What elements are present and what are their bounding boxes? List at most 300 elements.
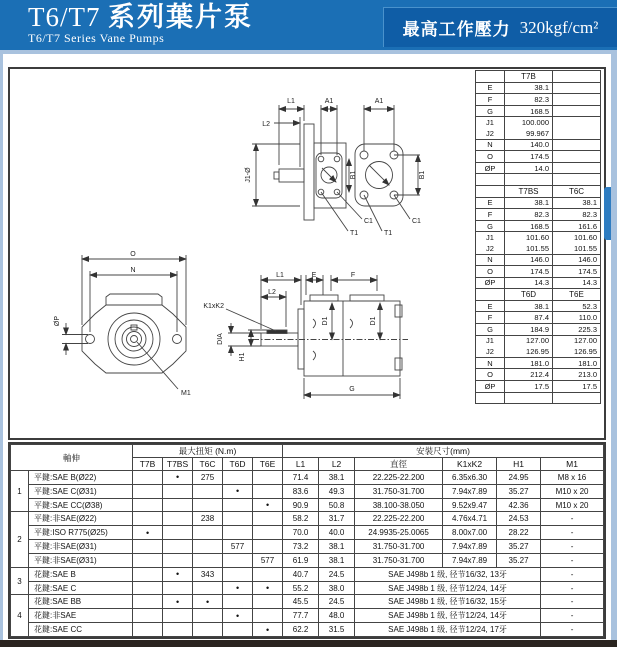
torque-cell	[193, 540, 223, 554]
m1-cell: -	[541, 609, 604, 623]
torque-col-header: T7B	[133, 458, 163, 471]
dim-value: 52.3	[553, 300, 601, 312]
key-size-cell: 9.52x9.47	[443, 498, 497, 512]
corner-cell	[476, 185, 505, 197]
m1-cell: M10 x 20	[541, 484, 604, 498]
dim-letter: ØP	[476, 277, 505, 289]
m1-cell: M8 x 16	[541, 471, 604, 485]
key-size-cell: 6.35x6.30	[443, 471, 497, 485]
torque-cell	[223, 498, 253, 512]
dim-letter: N	[476, 357, 505, 369]
mount-col-header: 直徑	[355, 458, 443, 471]
dim-label-T1: T1	[384, 230, 393, 237]
dim-value	[553, 82, 601, 94]
dim-label-C1: C1	[364, 218, 373, 225]
table-row	[11, 623, 604, 637]
dim-value: 184.9	[505, 324, 553, 336]
dim-value: 213.0	[553, 369, 601, 381]
dim-value: 126.95	[553, 346, 601, 357]
dim-letter: E	[476, 82, 505, 94]
group-number: 4	[11, 595, 29, 637]
page-subtitle: T6/T7 Series Vane Pumps	[28, 31, 165, 45]
dim-letter: O	[476, 151, 505, 163]
dim-value: 82.3	[505, 94, 553, 106]
torque-cell	[223, 623, 253, 637]
spline-spec-cell: SAE J498b 1 级, 径节12/24, 17牙	[355, 623, 541, 637]
table-row	[11, 512, 604, 526]
dim-letter: J2	[476, 128, 505, 139]
dim-label-B1: B1	[350, 170, 357, 180]
dim-letter: O	[476, 266, 505, 278]
pressure-value: 320kgf/cm²	[519, 17, 599, 37]
l2-cell: 31.5	[319, 623, 355, 637]
dim-letter: J1	[476, 335, 505, 346]
torque-cell	[163, 609, 193, 623]
torque-cell	[133, 484, 163, 498]
shaft-header: 軸伸	[11, 445, 133, 471]
h1-cell: 24.53	[497, 512, 541, 526]
torque-cell	[223, 567, 253, 581]
h1-cell: 42.36	[497, 498, 541, 512]
dim-label-O: O	[130, 251, 136, 258]
mount-group-header: 安裝尺寸(mm)	[283, 445, 604, 458]
torque-cell	[223, 526, 253, 540]
torque-cell	[253, 471, 283, 485]
dim-value: 174.5	[505, 266, 553, 278]
torque-cell: •	[223, 609, 253, 623]
dim-value: 127.00	[505, 335, 553, 346]
torque-cell	[193, 553, 223, 567]
empty-cell	[476, 174, 505, 186]
torque-col-header: T7BS	[163, 458, 193, 471]
dim-value: 82.3	[505, 209, 553, 221]
torque-cell	[193, 526, 223, 540]
dim-label-M1: M1	[181, 390, 191, 397]
dim-value	[553, 94, 601, 106]
dim-label-DIA: DIA	[217, 333, 224, 345]
l2-cell: 38.1	[319, 553, 355, 567]
torque-cell	[133, 498, 163, 512]
dim-label-N: N	[130, 267, 136, 274]
shaft-type-label: 平鍵:非SAE(Ø31)	[29, 553, 133, 567]
m1-cell: -	[541, 540, 604, 554]
dim-letter: N	[476, 139, 505, 151]
empty-cell	[505, 174, 553, 186]
dim-letter: N	[476, 254, 505, 266]
m1-cell: -	[541, 526, 604, 540]
table-row	[11, 553, 604, 567]
l2-cell: 49.3	[319, 484, 355, 498]
dim-value: 17.5	[553, 381, 601, 393]
drawings-frame	[8, 67, 606, 440]
l1-cell: 70.0	[283, 526, 319, 540]
torque-cell	[193, 623, 223, 637]
dim-letter: E	[476, 300, 505, 312]
dim-value: 212.4	[505, 369, 553, 381]
torque-cell	[223, 471, 253, 485]
dim-letter: J2	[476, 243, 505, 254]
torque-cell	[163, 526, 193, 540]
mount-col-header: M1	[541, 458, 604, 471]
spline-spec-cell: SAE J498b 1 级, 径节12/24, 14牙	[355, 609, 541, 623]
dim-label-OP: ØP	[54, 315, 61, 327]
l1-cell: 90.9	[283, 498, 319, 512]
table-row	[11, 609, 604, 623]
l2-cell: 31.7	[319, 512, 355, 526]
h1-cell: 24.95	[497, 471, 541, 485]
l1-cell: 83.6	[283, 484, 319, 498]
dim-value	[553, 128, 601, 139]
mount-col-header: L2	[319, 458, 355, 471]
torque-cell	[193, 484, 223, 498]
dim-value	[553, 105, 601, 117]
mount-col-header: L1	[283, 458, 319, 471]
dim-value: 87.4	[505, 312, 553, 324]
l1-cell: 40.7	[283, 567, 319, 581]
torque-cell	[253, 540, 283, 554]
dim-label-L1: L1	[287, 98, 295, 105]
torque-cell: 577	[253, 553, 283, 567]
dim-letter: O	[476, 369, 505, 381]
dim-label-A1: A1	[324, 98, 334, 105]
dim-letter: G	[476, 105, 505, 117]
dim-label-E: E	[311, 272, 317, 279]
shaft-type-label: 花鍵:SAE CC	[29, 623, 133, 637]
page-bottom-strip	[0, 640, 617, 647]
h1-cell: 35.27	[497, 484, 541, 498]
dim-value: 126.95	[505, 346, 553, 357]
torque-cell	[163, 498, 193, 512]
torque-cell	[193, 581, 223, 595]
torque-cell: 238	[193, 512, 223, 526]
dim-value: 99.967	[505, 128, 553, 139]
dim-value: 14.0	[505, 162, 553, 174]
torque-cell	[193, 498, 223, 512]
torque-cell	[133, 595, 163, 609]
model-header: T7B	[505, 71, 553, 83]
dim-value: 174.5	[553, 266, 601, 278]
diameter-cell: 24.9935-25.0065	[355, 526, 443, 540]
torque-cell: •	[223, 581, 253, 595]
diameter-cell: 22.225-22.200	[355, 471, 443, 485]
model-header: T6E	[553, 289, 601, 301]
dim-value: 174.5	[505, 151, 553, 163]
title-prefix: T6/T7	[28, 2, 101, 32]
dim-value: 168.5	[505, 105, 553, 117]
shaft-type-label: 花鍵:非SAE	[29, 609, 133, 623]
dim-value: 168.5	[505, 220, 553, 232]
empty-cell	[476, 392, 505, 404]
l1-cell: 61.9	[283, 553, 319, 567]
dim-label-T1: T1	[350, 230, 359, 237]
dim-letter: G	[476, 324, 505, 336]
torque-cell	[133, 623, 163, 637]
table-row	[11, 595, 604, 609]
dim-label-B1: B1	[419, 170, 426, 180]
l2-cell: 24.5	[319, 595, 355, 609]
l2-cell: 38.1	[319, 471, 355, 485]
top-view-drawing	[252, 105, 420, 231]
l1-cell: 77.7	[283, 609, 319, 623]
spline-spec-cell: SAE J498b 1 级, 径节12/24, 14牙	[355, 581, 541, 595]
title-zh: 系列葉片泵	[108, 2, 254, 32]
torque-cell	[163, 553, 193, 567]
m1-cell: -	[541, 567, 604, 581]
l1-cell: 62.2	[283, 623, 319, 637]
spec-table-head	[11, 445, 604, 471]
dim-value	[553, 117, 601, 128]
dim-value: 101.55	[505, 243, 553, 254]
diameter-cell: 31.750-31.700	[355, 484, 443, 498]
torque-col-header: T6E	[253, 458, 283, 471]
h1-cell: 35.27	[497, 553, 541, 567]
dim-label-L2: L2	[262, 121, 270, 128]
dim-value: 82.3	[553, 209, 601, 221]
page-body	[3, 54, 611, 640]
torque-cell: •	[253, 581, 283, 595]
table-row	[11, 567, 604, 581]
torque-cell	[133, 567, 163, 581]
model-header	[553, 71, 601, 83]
h1-cell: 28.22	[497, 526, 541, 540]
dim-letter: G	[476, 220, 505, 232]
table-row	[11, 526, 604, 540]
torque-cell	[253, 567, 283, 581]
torque-cell	[253, 609, 283, 623]
m1-cell: -	[541, 553, 604, 567]
torque-cell	[253, 484, 283, 498]
torque-cell: •	[133, 526, 163, 540]
key-size-cell: 8.00x7.00	[443, 526, 497, 540]
shaft-spec-table	[10, 444, 604, 637]
dim-letter: F	[476, 94, 505, 106]
shaft-type-label: 花鍵:SAE BB	[29, 595, 133, 609]
m1-cell: -	[541, 623, 604, 637]
dim-value: 38.1	[505, 300, 553, 312]
dim-label-H1: H1	[239, 352, 246, 362]
page-title	[28, 2, 253, 32]
torque-cell: •	[163, 471, 193, 485]
l2-cell: 38.1	[319, 540, 355, 554]
dim-value: 225.3	[553, 324, 601, 336]
torque-cell	[253, 512, 283, 526]
dim-label-J1-O: J1-Ø	[245, 167, 252, 183]
l2-cell: 40.0	[319, 526, 355, 540]
group-number: 1	[11, 471, 29, 512]
dim-value: 101.55	[553, 243, 601, 254]
side-index-tab	[604, 187, 611, 240]
model-header: T7BS	[505, 185, 553, 197]
group-number: 2	[11, 512, 29, 567]
dim-value: 161.6	[553, 220, 601, 232]
shaft-type-label: 平鍵:SAE C(Ø31)	[29, 484, 133, 498]
torque-cell: •	[223, 484, 253, 498]
dim-value	[553, 139, 601, 151]
diameter-cell: 31.750-31.700	[355, 553, 443, 567]
dim-letter: F	[476, 312, 505, 324]
torque-cell	[253, 595, 283, 609]
l2-cell: 50.8	[319, 498, 355, 512]
dim-letter: J2	[476, 346, 505, 357]
dim-value: 110.0	[553, 312, 601, 324]
dim-value: 14.3	[553, 277, 601, 289]
mount-col-header: K1xK2	[443, 458, 497, 471]
shaft-type-label: 平鍵:非SAE(Ø22)	[29, 512, 133, 526]
torque-cell: •	[253, 498, 283, 512]
torque-cell: •	[193, 595, 223, 609]
torque-cell	[133, 581, 163, 595]
torque-cell: 275	[193, 471, 223, 485]
key-size-cell: 4.76x4.71	[443, 512, 497, 526]
table-row	[11, 471, 604, 485]
group-number: 3	[11, 567, 29, 595]
dim-letter: F	[476, 209, 505, 221]
torque-cell	[133, 609, 163, 623]
dim-letter: ØP	[476, 162, 505, 174]
torque-cell	[223, 512, 253, 526]
model-header: T6C	[553, 185, 601, 197]
spline-spec-cell: SAE J498b 1 级, 径节16/32, 13牙	[355, 567, 541, 581]
pressure-label: 最高工作壓力	[402, 20, 511, 39]
diameter-cell: 22.225-22.200	[355, 512, 443, 526]
torque-cell	[223, 553, 253, 567]
dim-value: 38.1	[553, 197, 601, 209]
m1-cell: -	[541, 512, 604, 526]
torque-cell	[253, 526, 283, 540]
torque-cell	[163, 623, 193, 637]
shaft-type-label: 平鍵:SAE CC(Ø38)	[29, 498, 133, 512]
empty-cell	[505, 392, 553, 404]
key-size-cell: 7.94x7.89	[443, 484, 497, 498]
dim-value: 38.1	[505, 82, 553, 94]
dim-value: 127.00	[553, 335, 601, 346]
l2-cell: 24.5	[319, 567, 355, 581]
torque-cell	[133, 553, 163, 567]
torque-cell	[133, 471, 163, 485]
torque-col-header: T6D	[223, 458, 253, 471]
torque-cell	[163, 540, 193, 554]
dim-value	[553, 162, 601, 174]
torque-cell	[133, 512, 163, 526]
torque-group-header: 最大扭矩 (N.m)	[133, 445, 283, 458]
dim-value: 38.1	[505, 197, 553, 209]
corner-cell	[476, 71, 505, 83]
corner-cell	[476, 289, 505, 301]
dim-label-L1: L1	[276, 272, 284, 279]
table-row	[11, 484, 604, 498]
table-row	[11, 581, 604, 595]
dimension-table	[475, 288, 601, 404]
key-size-cell: 7.94x7.89	[443, 553, 497, 567]
diameter-cell: 31.750-31.700	[355, 540, 443, 554]
h1-cell: 35.27	[497, 540, 541, 554]
dim-label-D1: D1	[322, 316, 329, 326]
torque-cell: 577	[223, 540, 253, 554]
torque-col-header: T6C	[193, 458, 223, 471]
dim-value: 181.0	[553, 357, 601, 369]
torque-cell	[193, 609, 223, 623]
torque-cell	[223, 595, 253, 609]
torque-cell	[163, 484, 193, 498]
header-banner	[0, 0, 617, 50]
dim-value: 146.0	[553, 254, 601, 266]
dim-value: 140.0	[505, 139, 553, 151]
torque-cell	[133, 540, 163, 554]
dim-value: 146.0	[505, 254, 553, 266]
spec-table-body	[11, 471, 604, 637]
dim-label-A1: A1	[374, 98, 384, 105]
pump-technical-drawing	[10, 69, 480, 434]
l1-cell: 58.2	[283, 512, 319, 526]
torque-cell: •	[163, 595, 193, 609]
dim-value: 101.60	[505, 232, 553, 243]
m1-cell: -	[541, 581, 604, 595]
dim-label-F: F	[350, 272, 356, 279]
m1-cell: M10 x 20	[541, 498, 604, 512]
torque-cell: •	[253, 623, 283, 637]
dim-label-C1: C1	[412, 218, 421, 225]
table-row	[11, 540, 604, 554]
l2-cell: 38.0	[319, 581, 355, 595]
dim-label-L2: L2	[268, 289, 276, 296]
max-pressure-box	[383, 7, 617, 47]
dim-value: 101.60	[553, 232, 601, 243]
torque-cell	[163, 512, 193, 526]
dim-letter: J1	[476, 232, 505, 243]
dim-letter: ØP	[476, 381, 505, 393]
l1-cell: 73.2	[283, 540, 319, 554]
shaft-type-label: 平鍵:非SAE(Ø31)	[29, 540, 133, 554]
l1-cell: 71.4	[283, 471, 319, 485]
dimension-tables-column	[475, 70, 601, 404]
dim-label-K1xK2: K1xK2	[203, 303, 224, 310]
l1-cell: 55.2	[283, 581, 319, 595]
dim-value: 100.000	[505, 117, 553, 128]
dim-value: 17.5	[505, 381, 553, 393]
shaft-type-label: 平鍵:SAE B(Ø22)	[29, 471, 133, 485]
shaft-type-label: 花鍵:SAE C	[29, 581, 133, 595]
l2-cell: 48.0	[319, 609, 355, 623]
l1-cell: 45.5	[283, 595, 319, 609]
spline-spec-cell: SAE J498b 1 级, 径节16/32, 15牙	[355, 595, 541, 609]
torque-cell	[163, 581, 193, 595]
side-view-drawing	[226, 275, 408, 399]
shaft-type-label: 平鍵:ISO R775(Ø25)	[29, 526, 133, 540]
m1-cell: -	[541, 595, 604, 609]
model-header: T6D	[505, 289, 553, 301]
dim-letter: J1	[476, 117, 505, 128]
dim-label-D1: D1	[370, 316, 377, 326]
dimension-table	[475, 70, 601, 186]
mount-col-header: H1	[497, 458, 541, 471]
title-block	[28, 2, 253, 45]
dim-letter: E	[476, 197, 505, 209]
torque-cell: •	[163, 567, 193, 581]
shaft-type-label: 花鍵:SAE B	[29, 567, 133, 581]
dim-label-G: G	[349, 386, 355, 393]
dim-value	[553, 151, 601, 163]
spec-table-frame	[8, 442, 606, 639]
empty-cell	[553, 174, 601, 186]
key-size-cell: 7.94x7.89	[443, 540, 497, 554]
diameter-cell: 38.100-38.050	[355, 498, 443, 512]
dimension-table	[475, 185, 601, 289]
empty-cell	[553, 392, 601, 404]
front-view-drawing	[62, 255, 186, 389]
torque-cell: 343	[193, 567, 223, 581]
dim-value: 181.0	[505, 357, 553, 369]
dim-value: 14.3	[505, 277, 553, 289]
